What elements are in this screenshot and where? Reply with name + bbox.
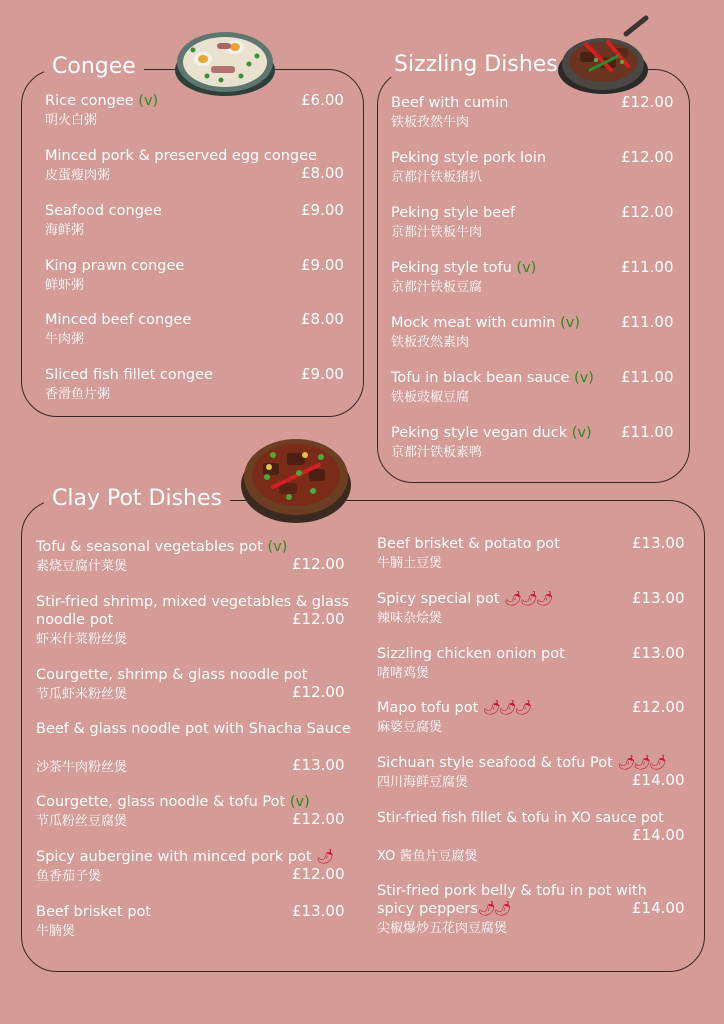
vegetarian-mark: (v) <box>574 370 594 386</box>
item-chinese-name: XO 酱鱼片豆腐煲 <box>377 849 478 864</box>
item-price: £12.00 <box>621 93 674 111</box>
menu-item <box>377 882 647 937</box>
item-chinese-name: 香滑鱼片粥 <box>45 387 111 402</box>
menu-item <box>45 147 317 184</box>
item-chinese-name: 沙茶牛肉粉丝煲 <box>36 760 128 775</box>
menu-item <box>391 149 546 186</box>
item-price: £9.00 <box>301 201 344 219</box>
item-price: £6.00 <box>301 91 344 109</box>
item-price: £13.00 <box>632 644 685 662</box>
item-chinese-name: 京都汁铁板猪扒 <box>391 170 483 185</box>
item-price: £12.00 <box>621 148 674 166</box>
menu-item <box>45 257 184 294</box>
item-name: Spicy special pot <box>377 591 500 607</box>
item-price: £8.00 <box>301 310 344 328</box>
menu-item <box>377 645 565 682</box>
item-name-line2: noodle pot <box>36 612 114 628</box>
item-name: Beef brisket pot <box>36 904 152 920</box>
item-name: Minced pork & preserved egg congee <box>45 148 317 164</box>
menu-item <box>391 94 508 131</box>
chili-icon: 🌶 <box>316 849 333 865</box>
item-chinese-name: 铁板孜然素肉 <box>391 335 470 350</box>
claypot-title: Clay Pot Dishes <box>44 486 230 511</box>
menu-item <box>36 848 332 885</box>
vegetarian-mark: (v) <box>571 425 592 441</box>
menu-item <box>45 92 158 129</box>
item-chinese-name: 明火白粥 <box>45 113 98 128</box>
menu-item <box>391 369 594 406</box>
item-chinese-name: 京都汁铁板素鸭 <box>391 445 483 460</box>
item-price: £13.00 <box>632 589 685 607</box>
chili-icon: 🌶🌶 <box>477 901 510 917</box>
menu-item <box>36 720 351 738</box>
item-price: £9.00 <box>301 365 344 383</box>
item-name-line2: spicy peppers <box>377 901 478 917</box>
menu-item <box>45 311 191 348</box>
item-name: Tofu & seasonal vegetables pot <box>36 539 263 555</box>
item-name: Sliced fish fillet congee <box>45 367 213 383</box>
item-price: £14.00 <box>632 826 685 844</box>
item-name: Sizzling chicken onion pot <box>377 646 565 662</box>
item-price: £9.00 <box>301 256 344 274</box>
item-price: £12.00 <box>292 810 345 828</box>
item-name: Stir-fried fish fillet & tofu in XO sauce pot <box>377 810 664 826</box>
item-name: Sichuan style seafood & tofu Pot <box>377 755 613 771</box>
menu-item <box>377 535 560 572</box>
item-name: Peking style vegan duck <box>391 425 568 441</box>
sizzling-plate-image <box>556 12 654 100</box>
menu-item <box>36 903 151 940</box>
item-chinese-name: 京都汁铁板牛肉 <box>391 225 483 240</box>
item-name: Beef brisket & potato pot <box>377 536 560 552</box>
item-chinese-name: 麻婆豆腐煲 <box>377 720 443 735</box>
menu-item <box>377 809 664 827</box>
congee-title: Congee <box>44 54 144 79</box>
item-name: Rice congee <box>45 93 134 109</box>
item-chinese-name: 鲜虾粥 <box>45 278 85 293</box>
item-chinese-name: 辣味杂烩煲 <box>377 611 443 626</box>
item-price: £11.00 <box>621 258 674 276</box>
menu-item <box>391 259 536 296</box>
menu-item <box>391 424 592 461</box>
chili-icon: 🌶🌶🌶 <box>482 700 531 716</box>
chili-icon: 🌶🌶🌶 <box>617 755 665 771</box>
item-chinese-name: 节瓜粉丝豆腐煲 <box>36 814 128 829</box>
item-name: Peking style beef <box>391 205 516 221</box>
item-name: Mock meat with cumin <box>391 315 556 331</box>
item-chinese-name: 牛腩煲 <box>36 924 76 939</box>
item-name: Seafood congee <box>45 203 162 219</box>
item-price: £13.00 <box>292 756 345 774</box>
item-price: £12.00 <box>292 610 345 628</box>
item-price: £14.00 <box>632 771 685 789</box>
item-chinese-name: 节瓜虾米粉丝煲 <box>36 687 128 702</box>
menu-item <box>391 314 580 351</box>
item-price: £11.00 <box>621 313 674 331</box>
item-name: Mapo tofu pot <box>377 700 479 716</box>
menu-item <box>377 699 530 736</box>
item-price: £14.00 <box>632 899 685 917</box>
menu-item <box>377 754 665 791</box>
item-chinese-name: 牛肉粥 <box>45 332 85 347</box>
item-price: £12.00 <box>292 555 345 573</box>
claypot-image <box>239 425 353 527</box>
item-name: Stir-fried shrimp, mixed vegetables & glass <box>36 594 349 610</box>
menu-item <box>36 538 287 575</box>
item-chinese-name: 啫啫鸡煲 <box>377 666 430 681</box>
menu-item <box>45 366 213 403</box>
item-chinese-name: 海鲜粥 <box>45 223 85 238</box>
menu-item <box>36 793 310 830</box>
item-name: Beef & glass noodle pot with Shacha Sauce <box>36 721 351 737</box>
item-price: £11.00 <box>621 368 674 386</box>
item-chinese-name: 四川海鲜豆腐煲 <box>377 775 469 790</box>
item-price: £12.00 <box>632 698 685 716</box>
item-price: £12.00 <box>292 865 345 883</box>
vegetarian-mark: (v) <box>267 539 288 555</box>
item-price: £13.00 <box>632 534 685 552</box>
item-chinese-name: 铁板豉椒豆腐 <box>391 390 470 405</box>
item-name: Courgette, shrimp & glass noodle pot <box>36 667 308 683</box>
item-chinese-name: 京都汁铁板豆腐 <box>391 280 483 295</box>
congee-bowl-image <box>173 26 277 98</box>
item-name: Courgette, glass noodle & tofu Pot <box>36 794 286 810</box>
menu-item <box>377 590 552 627</box>
item-name: Minced beef congee <box>45 312 192 328</box>
item-name: Peking style pork loin <box>391 150 547 166</box>
item-chinese-name: 虾米什菜粉丝煲 <box>36 632 128 647</box>
item-name: Stir-fried pork belly & tofu in pot with <box>377 883 647 899</box>
item-chinese-name: 铁板孜然牛肉 <box>391 115 470 130</box>
vegetarian-mark: (v) <box>289 794 310 810</box>
item-price: £12.00 <box>292 683 345 701</box>
item-name: Spicy aubergine with minced pork pot <box>36 849 312 865</box>
menu-item <box>36 666 307 703</box>
item-chinese-name: 尖椒爆炒五花肉豆腐煲 <box>377 921 508 936</box>
chili-icon: 🌶🌶🌶 <box>504 591 552 607</box>
vegetarian-mark: (v) <box>516 260 537 276</box>
item-price: £12.00 <box>621 203 674 221</box>
item-chinese-name: 鱼香茄子煲 <box>36 869 102 884</box>
item-chinese-name: 皮蛋瘦肉粥 <box>45 168 111 183</box>
sizzling-title: Sizzling Dishes <box>386 52 566 77</box>
item-name: King prawn congee <box>45 258 185 274</box>
vegetarian-mark: (v) <box>138 93 159 109</box>
item-name: Tofu in black bean sauce <box>391 370 570 386</box>
item-name: Peking style tofu <box>391 260 512 276</box>
vegetarian-mark: (v) <box>560 315 580 331</box>
item-chinese-name: 素烧豆腐什菜煲 <box>36 559 128 574</box>
item-chinese-name: 牛腩土豆煲 <box>377 556 443 571</box>
item-price: £11.00 <box>621 423 674 441</box>
item-name: Beef with cumin <box>391 95 509 111</box>
menu-item <box>45 202 162 239</box>
item-price: £8.00 <box>301 164 344 182</box>
item-price: £13.00 <box>292 902 345 920</box>
menu-item <box>391 204 515 241</box>
